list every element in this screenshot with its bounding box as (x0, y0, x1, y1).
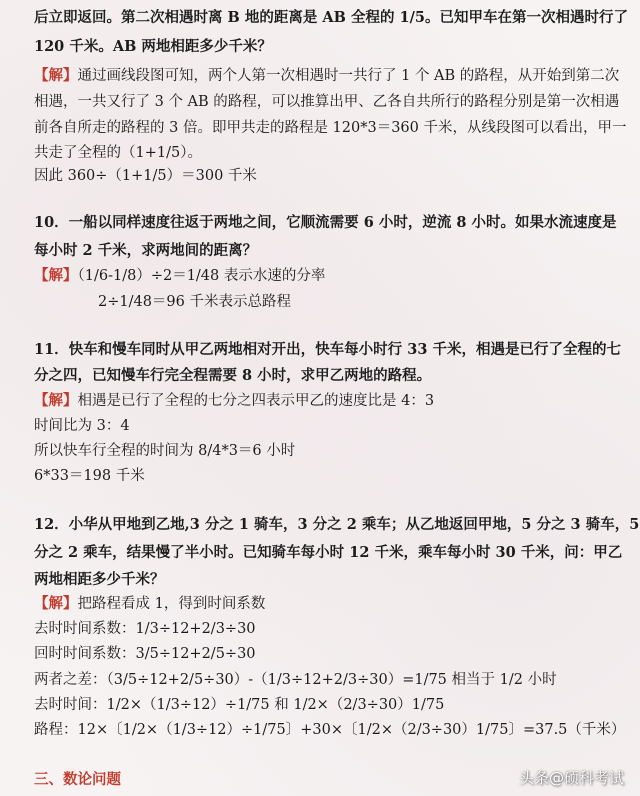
problem-12-solution-line-6: 路程：12×〔1/2×（1/3÷12）÷1/75〕+30×〔1/2×（2/3÷30）1/75〕=37.5（千米） (34, 722, 626, 738)
solution-text: 通过画线段图可知，两个人第一次相遇时一共行了 1 个 AB 的路程，从开始到第二次 (77, 68, 620, 84)
problem-11-solution-line-1 (34, 391, 434, 411)
solution-text: （1/6-1/8）÷2＝1/48 表示水速的分率 (77, 268, 326, 284)
section-heading: 三、数论问题 (34, 771, 121, 788)
solution-text: 相遇是已行了全程的七分之四表示甲乙的速度比是 4：3 (77, 393, 435, 409)
solution-tag: 【解】 (34, 392, 78, 409)
solution-tag: 【解】 (34, 595, 78, 612)
solution-tag: 【解】 (34, 67, 78, 84)
problem-9-question-line-1: 后立即返回。第二次相遇时离 B 地的距离是 AB 全程的 1/5。已知甲车在第一次相遇时行了 (34, 9, 628, 26)
problem-10-solution-line-1 (34, 266, 325, 286)
problem-12-solution-line-5: 去时时间：1/2×（1/3÷12）÷1/75 和 1/2×（2/3÷30）1/75 (34, 697, 445, 713)
problem-9-solution-line-2: 相遇，一共又行了 3 个 AB 的路程，可以推算出甲、乙各自共所行的路程分别是第一次相遇 (34, 94, 620, 110)
problem-11-solution-line-4: 6*33＝198 千米 (34, 468, 145, 484)
problem-10-solution-line-2: 2÷1/48＝96 千米表示总路程 (98, 294, 291, 310)
problem-12-question-line-1: 12．小华从甲地到乙地,3 分之 1 骑车，3 分之 2 乘车；从乙地返回甲地，5 分之 3 骑车，5 (34, 516, 640, 533)
solution-tag: 【解】 (34, 267, 78, 284)
watermark: 头条@硕科考试 (518, 769, 624, 787)
problem-12-question-line-2: 分之 2 乘车，结果慢了半小时。已知骑车每小时 12 千米，乘车每小时 30 千米，问：甲乙 (34, 544, 623, 561)
problem-9-solution-line-5: 因此 360÷（1+1/5）＝300 千米 (34, 168, 257, 184)
problem-11-solution-line-3: 所以快车行全程的时间为 8/4*3＝6 小时 (34, 443, 296, 459)
problem-12-solution-line-3: 回时时间系数：3/5÷12+2/5÷30 (34, 646, 256, 662)
problem-9-solution-line-1 (34, 66, 619, 86)
problem-9-solution-line-4: 共走了全程的（1+1/5）。 (34, 145, 202, 161)
solution-text: 把路程看成 1，得到时间系数 (77, 596, 266, 612)
problem-11-solution-line-2: 时间比为 3：4 (34, 418, 130, 434)
problem-11-question-line-2: 分之四，已知慢车行完全程需要 8 小时，求甲乙两地的路程。 (34, 367, 432, 384)
problem-10-question-line-2: 每小时 2 千米，求两地间的距离？ (34, 242, 258, 259)
problem-12-solution-line-2: 去时时间系数：1/3÷12+2/3÷30 (34, 621, 256, 637)
problem-12-question-line-3: 两地相距多少千米？ (34, 571, 165, 588)
problem-9-question-line-2: 120 千米。AB 两地相距多少千米？ (34, 38, 272, 55)
problem-12-solution-line-1 (34, 594, 265, 614)
problem-11-question-line-1: 11．快车和慢车同时从甲乙两地相对开出，快车每小时行 33 千米，相遇是已行了全程的七 (34, 341, 621, 358)
problem-10-question-line-1: 10．一船以同样速度往返于两地之间，它顺流需要 6 小时，逆流 8 小时。如果水流速度是 (34, 214, 617, 231)
problem-12-solution-line-4: 两者之差：（3/5÷12+2/5÷30）-（1/3÷12+2/3÷30）=1/75 相当于 1/2 小时 (34, 672, 557, 688)
problem-9-solution-line-3: 前各自所走的路程的 3 倍。即甲共走的路程是 120*3＝360 千米，从线段图可以看出，甲一 (34, 120, 627, 136)
